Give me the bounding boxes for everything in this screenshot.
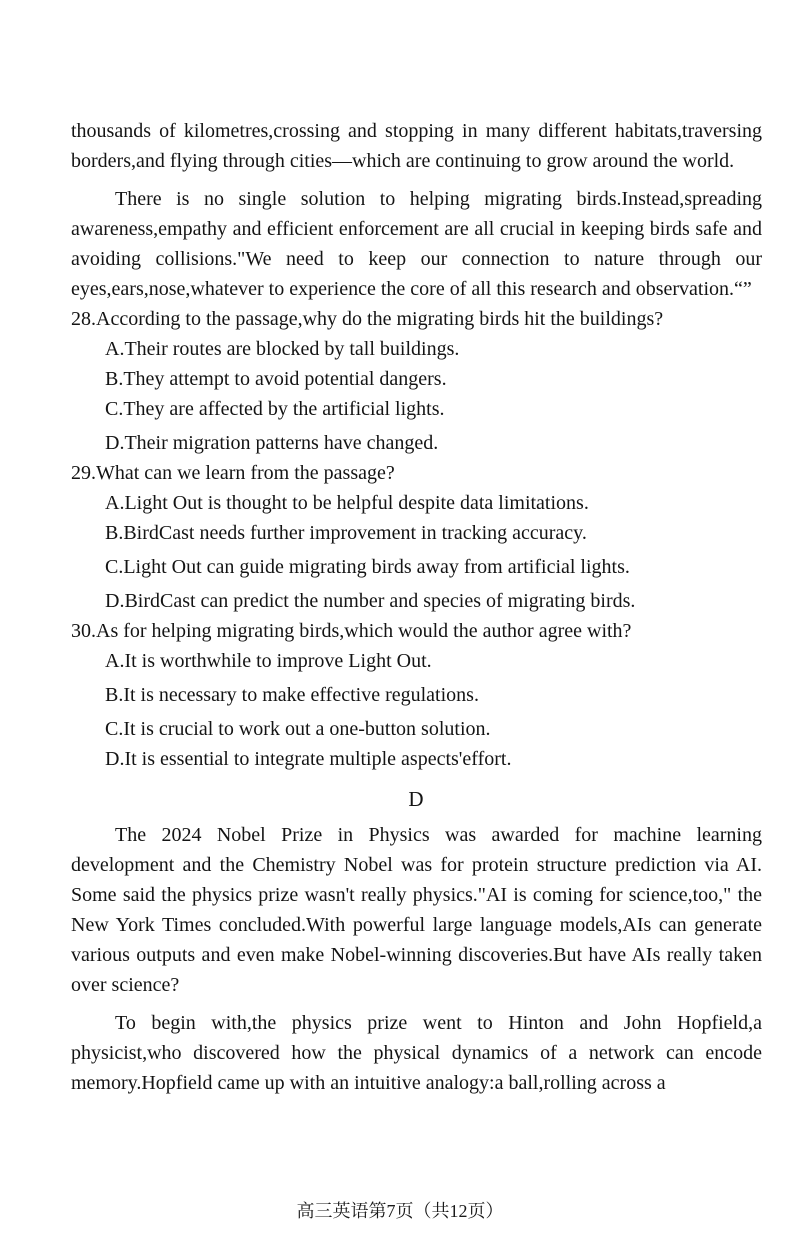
question-29-text: What can we learn from the passage? bbox=[96, 462, 395, 484]
page-content bbox=[71, 116, 762, 1098]
question-28-option-d: D.Their migration patterns have changed. bbox=[105, 432, 439, 454]
passage-c-paragraph-1: thousands of kilometres,crossing and stopping in many different habitats,traversing borders,and flying through cities—which are continuing to grow around the world. bbox=[71, 120, 762, 172]
question-28-stem bbox=[71, 304, 762, 334]
question-29-option-c: C.Light Out can guide migrating birds away from artificial lights. bbox=[105, 556, 630, 578]
question-28 bbox=[71, 304, 762, 458]
question-28-option-b: B.They attempt to avoid potential dangers. bbox=[105, 368, 447, 390]
question-29-option-d: D.BirdCast can predict the number and species of migrating birds. bbox=[105, 590, 636, 612]
question-29-number: 29. bbox=[71, 462, 96, 484]
section-d-paragraph-1: The 2024 Nobel Prize in Physics was awarded for machine learning development and the Chemistry Nobel was for protein structure prediction via AI. Some said the physics prize wasn't really physics."AI is coming for science,too," the New York Times concluded.With powerful large language models,AIs can generate various outputs and even make Nobel-winning discoveries.But have AIs really taken over science? bbox=[71, 824, 762, 996]
question-28-option-a: A.Their routes are blocked by tall buildings. bbox=[105, 338, 460, 360]
question-29 bbox=[71, 458, 762, 616]
passage-c-paragraph-2: There is no single solution to helping migrating birds.Instead,spreading awareness,empathy and efficient enforcement are all crucial in keeping birds safe and avoiding collisions."We need to keep our connection to nature through our eyes,ears,nose,whatever to experience the core of all this research and observation.“” bbox=[71, 188, 762, 300]
question-29-option-b: B.BirdCast needs further improvement in tracking accuracy. bbox=[105, 522, 587, 544]
question-30-option-c: C.It is crucial to work out a one-button solution. bbox=[105, 718, 491, 740]
question-28-number: 28. bbox=[71, 308, 96, 330]
section-d-paragraph-2: To begin with,the physics prize went to Hinton and John Hopfield,a physicist,who discovered how the physical dynamics of a network can encode memory.Hopfield came up with an intuitive analogy:a ball,rolling across a bbox=[71, 1012, 762, 1094]
question-30-option-a: A.It is worthwhile to improve Light Out. bbox=[105, 650, 432, 672]
question-30-text: As for helping migrating birds,which would the author agree with? bbox=[96, 620, 632, 642]
question-30-number: 30. bbox=[71, 620, 96, 642]
question-30-option-b: B.It is necessary to make effective regulations. bbox=[105, 684, 479, 706]
question-29-option-a: A.Light Out is thought to be helpful despite data limitations. bbox=[105, 492, 589, 514]
section-d-heading: D bbox=[408, 787, 425, 811]
question-30-option-d: D.It is essential to integrate multiple aspects'effort. bbox=[105, 748, 512, 770]
question-30-stem bbox=[71, 616, 762, 646]
page-footer: 高三英语第7页（共12页） bbox=[296, 1201, 504, 1221]
question-28-text: According to the passage,why do the migrating birds hit the buildings? bbox=[96, 308, 664, 330]
question-28-option-c: C.They are affected by the artificial lights. bbox=[105, 398, 445, 420]
question-29-stem bbox=[71, 458, 762, 488]
question-30 bbox=[71, 616, 762, 774]
